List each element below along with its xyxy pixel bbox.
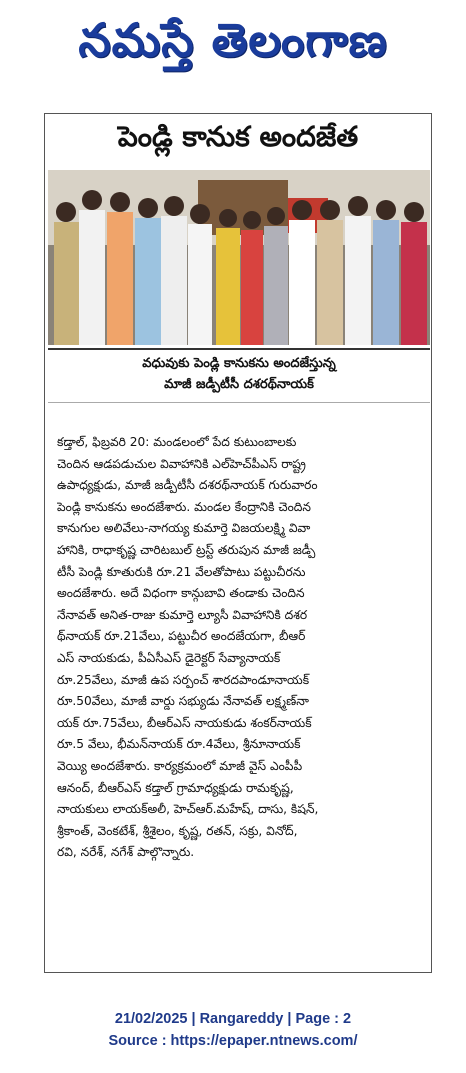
article-body xyxy=(57,432,429,864)
body-line: రూ.50వేలు, మాజీ వార్డు సభ్యుడు నేనావత్ లక్ష్మణ్‌నా xyxy=(57,694,309,709)
article-photo xyxy=(48,170,430,345)
newspaper-logo: నమస్తే తెలంగాణ xyxy=(78,13,388,67)
body-line: అందజేశారు. అదే విధంగా కాన్గుబావి తండాకు చెందిన xyxy=(57,586,305,601)
body-line: యక్ రూ.75వేలు, బీఆర్ఎస్ నాయకుడు శంకర్‌నాయక్ xyxy=(57,715,312,730)
body-line: వెయ్యి అందజేశారు. కార్యక్రమంలో మాజీ వైస్ ఎంపీపీ xyxy=(57,758,303,773)
body-line: హానికి, రాధాకృష్ణ చారిటబుల్ ట్రస్ట్ తరుపున మాజీ జడ్పీ xyxy=(57,542,316,557)
body-line: థ్‌నాయక్ రూ.21వేలు, పట్టుచీర అందజేయగా, బీఆర్ xyxy=(57,629,306,644)
article-headline: పెండ్లి కానుక అందజేత xyxy=(117,120,359,153)
body-line: శ్రీకాంత్, వెంకటేశ్, శ్రీశైలం, కృష్ణ, రతన్, సక్రు, వినోద్, xyxy=(57,823,298,838)
body-line: కడ్తాల్, ఫిబ్రవరి 20: మండలంలో పేద కుటుంబాలకు xyxy=(57,435,297,449)
masthead xyxy=(20,8,446,84)
body-line: టీసీ పెండ్లి కూతురుకి రూ.21 వేలతోపాటు పట్టుచీరను xyxy=(57,564,306,579)
body-line: రూ.5 వేలు, భీమన్‌నాయక్ రూ.4వేలు, శ్రీనూనాయక్ xyxy=(57,737,301,752)
caption-line: వధువుకు పెండ్లి కానుకను అందజేస్తున్న xyxy=(142,356,336,371)
body-line: ఆనంద్, బీఆర్ఎస్ కడ్తాల్ గ్రామాధ్యక్షుడు రామకృష్ణ, xyxy=(57,780,294,795)
source-link[interactable]: Source : https://epaper.ntnews.com/ xyxy=(108,1033,358,1049)
body-line: నాయకులు లాయక్‌అలీ, హెచ్‌ఆర్.మహేష్, దాసు, కిషన్, xyxy=(57,802,319,817)
photo-caption xyxy=(48,348,430,403)
body-line: నేనావత్ అనిత-రాజు కుమార్తె ల్యూసీ వివాహానికి దశర xyxy=(57,607,308,622)
body-line: ఉపాధ్యక్షుడు, మాజీ జడ్పీటీసీ దశరథ్‌నాయక్ గురువారం xyxy=(57,478,318,493)
body-line: పెండ్లి కానుకను అందజేశారు. మండల కేంద్రానికి చెందిన xyxy=(57,499,311,514)
body-line: చెందిన ఆడపడుచుల వివాహానికి ఎల్‌హెచ్‌పీఎస్ రాష్ట్ర xyxy=(57,456,306,471)
body-line: ఎస్ నాయకుడు, పీఏసీఎస్ డైరెక్టర్ సేవ్యానాయక్ xyxy=(57,650,281,665)
group-photo-illustration xyxy=(48,170,430,345)
edition-info: 21/02/2025 | Rangareddy | Page : 2 xyxy=(114,1011,352,1027)
body-line: రూ.25వేలు, మాజీ ఉప సర్పంచ్ శారదపాండూనాయక్ xyxy=(57,672,310,687)
body-line: రవి, నరేశ్, నగేశ్ పాల్గొన్నారు. xyxy=(57,845,195,860)
caption-line: మాజీ జడ్పీటీసీ దశరథ్‌నాయక్ xyxy=(164,377,314,392)
page-footer xyxy=(0,1008,466,1052)
body-line: కానుగుల అలివేలు-నాగయ్య కుమార్తె విజయలక్ష్మి వివా xyxy=(57,521,311,536)
